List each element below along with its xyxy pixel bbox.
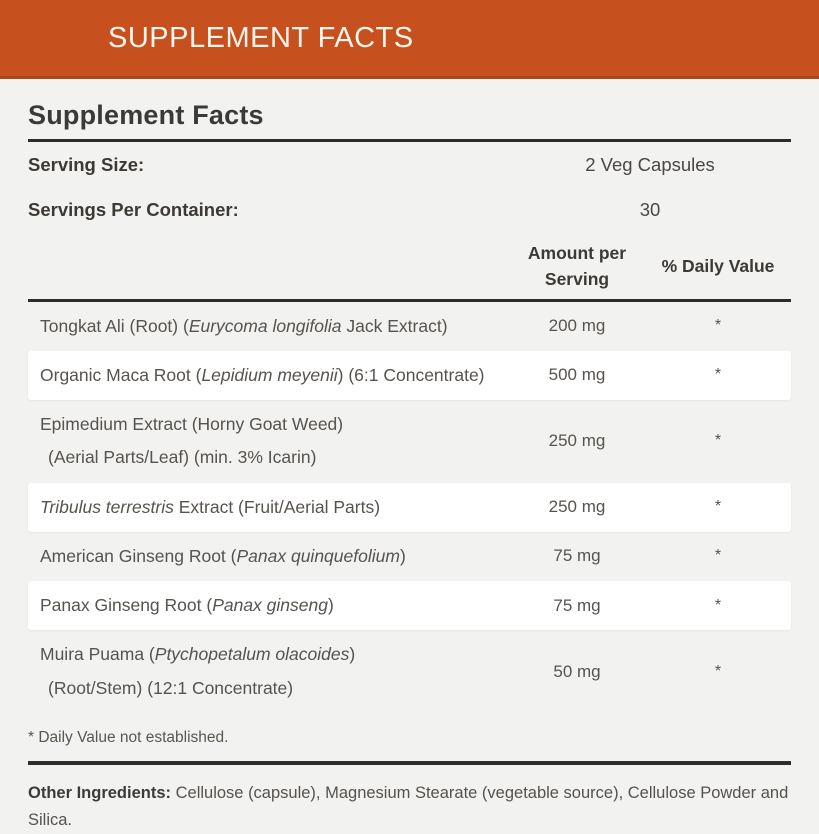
amount-value: 500 mg	[548, 365, 606, 385]
amount-value: 250 mg	[548, 497, 606, 517]
serving-size-value: 2 Veg Capsules	[585, 153, 715, 175]
daily-value: *	[714, 317, 722, 335]
servings-per-container-label: Servings Per Container:	[28, 198, 239, 220]
servings-per-container-value: 30	[639, 198, 661, 220]
ingredient-name-line2: (Aerial Parts/Leaf) (min. 3% Icarin)	[48, 447, 317, 468]
ingredient-row	[28, 302, 791, 351]
other-ingredients-text: Cellulose (capsule), Magnesium Stearate (vegetable source), Cellulose Powder and Silica.	[28, 783, 789, 829]
ingredient-name-line2: (Root/Stem) (12:1 Concentrate)	[48, 677, 294, 698]
amount-value: 250 mg	[548, 431, 606, 451]
ingredient-table	[28, 302, 791, 713]
page-title: Supplement Facts	[28, 100, 264, 130]
amount-value: 75 mg	[553, 595, 601, 615]
ingredient-row	[28, 532, 791, 581]
ingredient-row	[28, 351, 791, 400]
serving-size-row	[28, 142, 791, 187]
table-column-headers	[28, 240, 791, 293]
ingredient-name: Panax Ginseng Root (Panax ginseng)	[40, 595, 334, 615]
ingredient-name: American Ginseng Root (Panax quinquefolium)	[40, 545, 406, 566]
amount-value: 75 mg	[553, 546, 601, 566]
amount-value: 200 mg	[548, 316, 606, 336]
other-ingredients	[28, 780, 791, 834]
ingredient-name: Epimedium Extract (Horny Goat Weed) (Aerial Parts/Leaf) (min. 3% Icarin)	[28, 400, 509, 483]
amount-per-serving-header: Amount per Serving	[527, 243, 627, 290]
daily-value: *	[714, 366, 722, 384]
daily-value: *	[714, 547, 722, 565]
ingredient-row	[28, 581, 791, 630]
ingredient-row	[28, 483, 791, 532]
bottom-divider	[28, 761, 791, 765]
ingredient-row	[28, 630, 791, 713]
banner-title: SUPPLEMENT FACTS	[108, 21, 414, 54]
daily-value-header: % Daily Value	[661, 256, 775, 277]
daily-value-footnote: * Daily Value not established.	[28, 728, 229, 746]
ingredient-name: Tongkat Ali (Root) (Eurycoma longifolia Jack Extract)	[40, 315, 448, 336]
ingredient-name: Organic Maca Root (Lepidium meyenii) (6:1 Concentrate)	[40, 364, 485, 385]
ingredient-name: Muira Puama (Ptychopetalum olacoides) (Root/Stem) (12:1 Concentrate)	[28, 630, 509, 713]
supplement-facts-banner	[0, 0, 819, 79]
daily-value: *	[714, 498, 722, 516]
amount-value: 50 mg	[553, 661, 601, 681]
label-content	[0, 100, 819, 834]
daily-value: *	[714, 596, 722, 614]
serving-size-label: Serving Size:	[28, 153, 145, 175]
daily-value: *	[714, 432, 722, 450]
other-ingredients-label: Other Ingredients:	[28, 783, 172, 802]
servings-per-container-row	[28, 187, 791, 232]
ingredient-row	[28, 400, 791, 483]
ingredient-name: Tribulus terrestris Extract (Fruit/Aerial Parts)	[40, 496, 381, 517]
daily-value: *	[714, 662, 722, 680]
